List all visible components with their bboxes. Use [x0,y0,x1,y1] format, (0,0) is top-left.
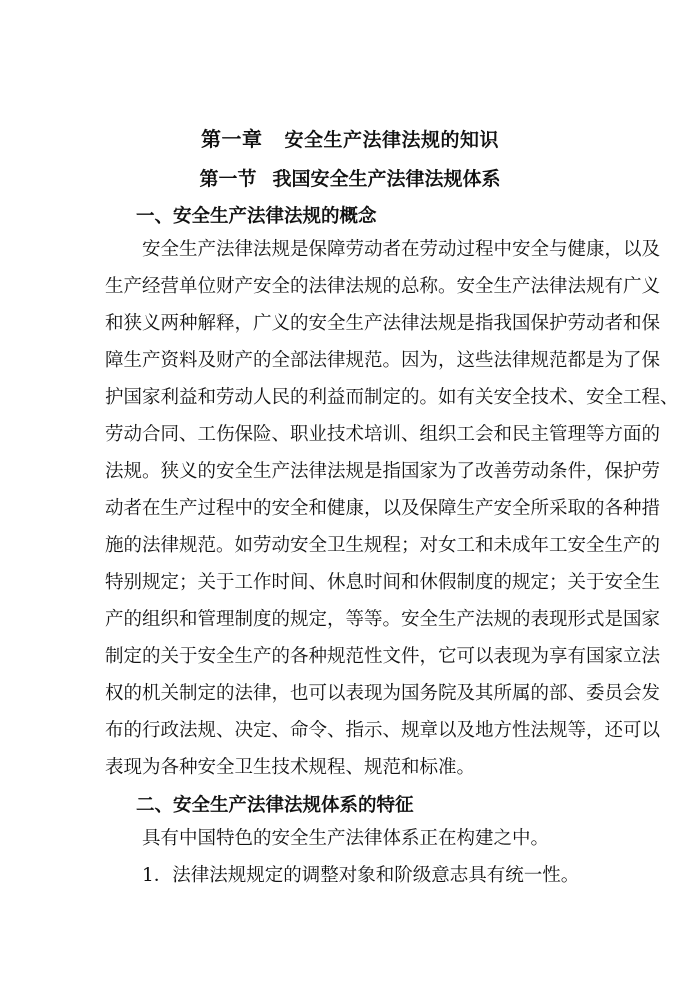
paragraph-line: 表现为各种安全卫生技术规程、规范和标准。 [105,757,476,778]
list-item: 1．法律法规规定的调整对象和阶级意志具有统一性。 [142,865,580,886]
chapter-number: 第一章 [200,127,263,151]
paragraph-line: 产的组织和管理制度的规定，等等。安全生产法规的表现形式是国家 [105,609,661,630]
paragraph-line: 动者在生产过程中的安全和健康，以及保障生产安全所采取的各种措 [105,498,661,519]
paragraph-line: 劳动合同、工伤保险、职业技术培训、组织工会和民主管理等方面的 [105,424,661,445]
paragraph-line: 具有中国特色的安全生产法律体系正在构建之中。 [142,828,550,849]
paragraph-line: 布的行政法规、决定、命令、指示、规章以及地方性法规等，还可以 [105,720,661,741]
chapter-name: 安全生产法律法规的知识 [284,129,499,151]
chapter-title [0,123,700,152]
section-name: 我国安全生产法律法规体系 [272,168,501,190]
paragraph-line: 和狭义两种解释，广义的安全生产法律法规是指我国保护劳动者和保 [105,313,661,334]
paragraph-line: 特别规定；关于工作时间、休息时间和休假制度的规定；关于安全生 [105,572,661,593]
section-title [0,164,700,191]
section-number: 第一节 [199,168,257,190]
heading-features: 二、安全生产法律法规体系的特征 [136,795,414,816]
paragraph-line: 权的机关制定的法律，也可以表现为国务院及其所属的部、委员会发 [105,683,661,704]
paragraph-line: 障生产资料及财产的全部法律规范。因为，这些法律规范都是为了保 [105,350,661,371]
paragraph-line: 安全生产法律法规是保障劳动者在劳动过程中安全与健康，以及 [142,239,661,260]
paragraph-line: 法规。狭义的安全生产法律法规是指国家为了改善劳动条件，保护劳 [105,461,661,482]
heading-concept: 一、安全生产法律法规的概念 [136,206,377,227]
paragraph-line: 制定的关于安全生产的各种规范性文件，它可以表现为享有国家立法 [105,646,661,667]
paragraph-line: 施的法律规范。如劳动安全卫生规程；对女工和未成年工安全生产的 [105,535,661,556]
paragraph-line: 护国家利益和劳动人民的利益而制定的。如有关安全技术、安全工程、 [105,387,679,408]
paragraph-line: 生产经营单位财产安全的法律法规的总称。安全生产法律法规有广义 [105,276,661,297]
